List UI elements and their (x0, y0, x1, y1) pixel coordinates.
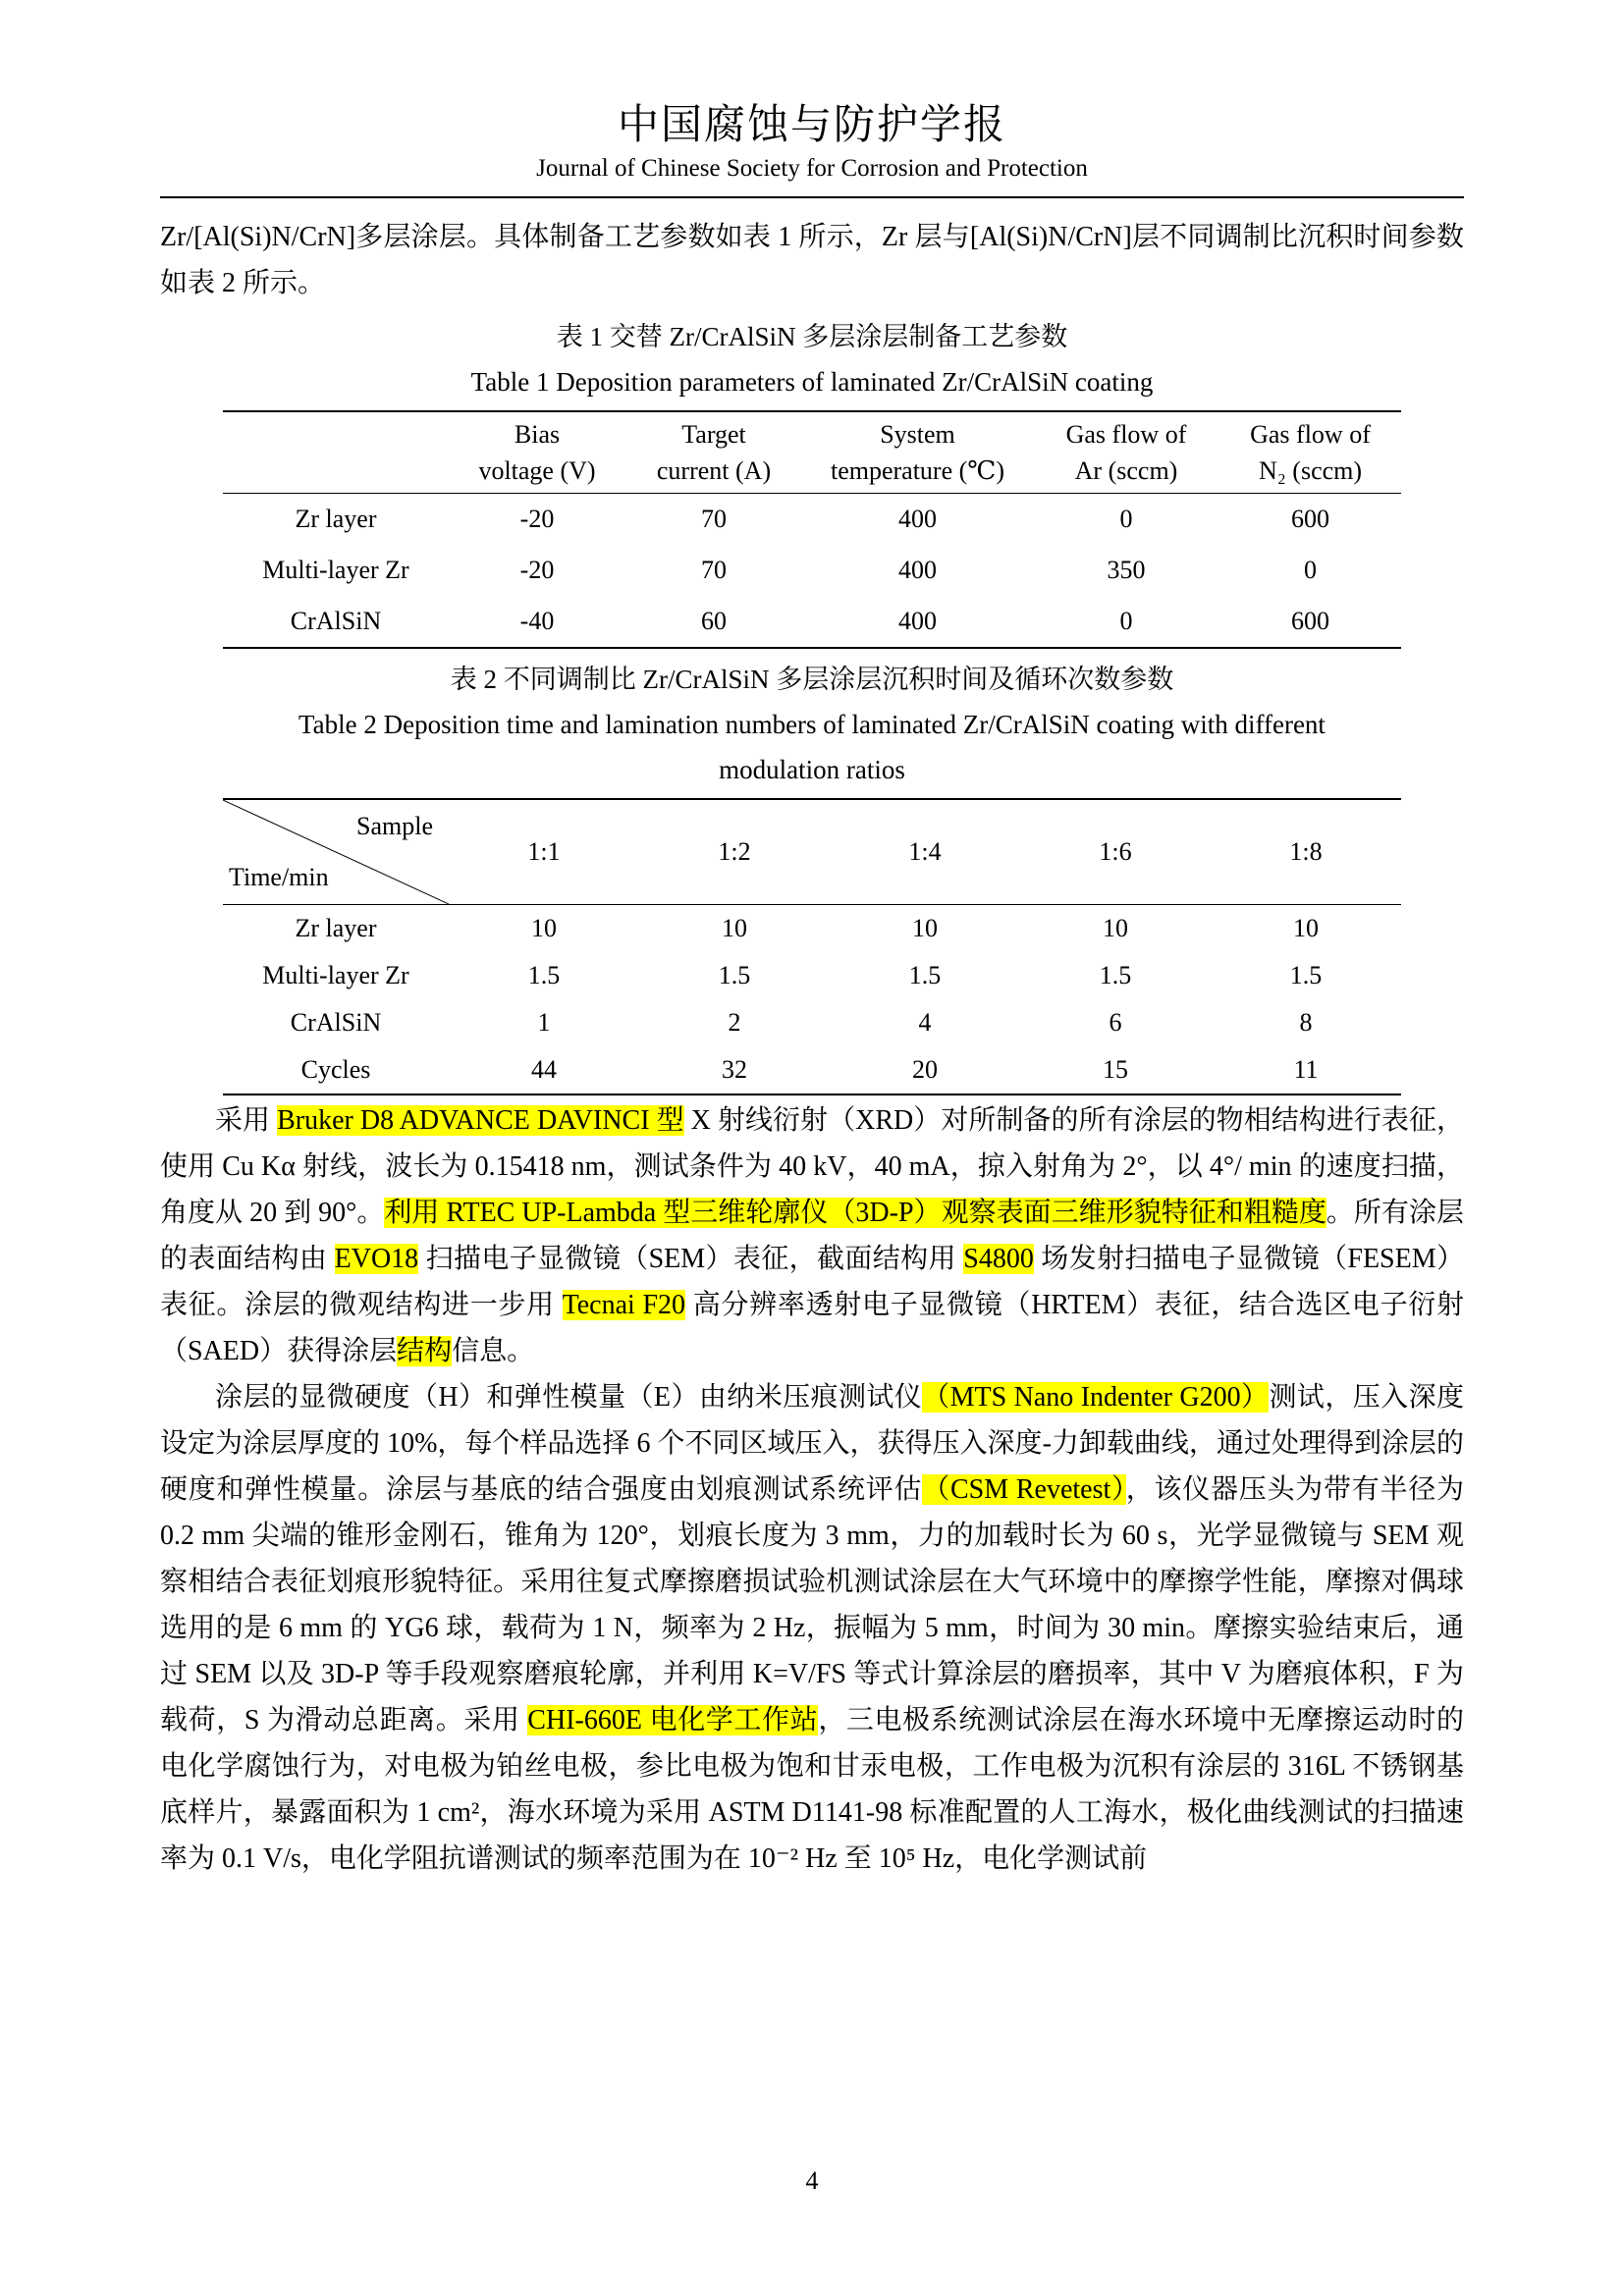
column-header-line2: temperature (℃) (830, 456, 1005, 485)
cell-value: 1.5 (1099, 961, 1132, 989)
header-divider (160, 196, 1464, 198)
cell-value: 0 (1119, 505, 1133, 533)
table1-column-header-nitrogen-flow (1219, 411, 1401, 494)
row-label: Multi-layer Zr (262, 961, 409, 989)
table-row (223, 596, 1401, 648)
cell-value: 1.5 (908, 961, 942, 989)
cell-value: 1.5 (527, 961, 561, 989)
table2-caption-chinese: 表 2 不同调制比 Zr/CrAlSiN 多层涂层沉积时间及循环次数参数 (450, 665, 1174, 694)
page-number: 4 (805, 2166, 819, 2195)
cell-value: 350 (1107, 556, 1146, 584)
column-header-line1: System (880, 420, 955, 449)
cell-value: 20 (912, 1055, 938, 1084)
table2-modulation-ratios (223, 798, 1401, 1095)
row-label: CrAlSiN (290, 1008, 382, 1037)
row-label: CrAlSiN (290, 607, 382, 635)
text-run: ，三电极系统测试涂层在海水环境中无摩擦运动时的电化学腐蚀行为，对电极为铂丝电极，参比电极为饱和甘汞电极，工作电极为沉积有涂层的 316L 不锈钢基底样片，暴露面积为 1 cm²，海水环境为采用 ASTM D1141-98 标准配置的人工海水，极化曲线测试的扫描速率为 0.1 V/s，电化学阻抗谱测试的频率范围为在 10⁻² Hz 至 10⁵ Hz，电化学测试前 (160, 1705, 1465, 1874)
cell-value: 2 (728, 1008, 741, 1037)
cell-value: 11 (1293, 1055, 1319, 1084)
table2-caption-english-line2: modulation ratios (719, 755, 905, 784)
column-header-line1: Target (681, 420, 746, 449)
cell-value: 0 (1119, 607, 1133, 635)
column-header-line2: Ar (sccm) (1074, 456, 1178, 485)
table2-caption-english-line1: Table 2 Deposition time and lamination numbers of laminated Zr/CrAlSiN coating with different (298, 710, 1326, 739)
table1-header-row (223, 411, 1401, 494)
diagonal-header-cell (223, 799, 449, 905)
ratio-header: 1:1 (527, 837, 561, 866)
highlighted-text: Bruker D8 ADVANCE DAVINCI 型 (277, 1105, 684, 1136)
column-header-line1: Gas flow of (1250, 420, 1371, 449)
text-run: 测试，压入深度设定为涂层厚度的 10%，每个样品选择 6 个不同区域压入，获得压入深度-力卸载曲线，通过处理得到涂层的硬度和弹性模量。涂层与基底的结合强度由划痕测试系统评估 (160, 1382, 1464, 1505)
journal-header (0, 0, 1624, 198)
text-run: 涂层的显微硬度（H）和弹性模量（E）由纳米压痕测试仪 (215, 1382, 923, 1413)
cell-value: 60 (701, 607, 727, 635)
cell-value: 4 (918, 1008, 932, 1037)
cell-value: -20 (519, 505, 555, 533)
table-row (223, 999, 1401, 1046)
cell-value: -40 (519, 607, 555, 635)
text-run: 。所有涂层的表面结构由 (160, 1198, 1464, 1274)
table2-header-row (223, 799, 1401, 905)
column-header-line2: voltage (V) (478, 456, 596, 485)
cell-value: 70 (701, 556, 727, 584)
diagonal-label-time: Time/min (229, 863, 329, 891)
table-row (223, 1046, 1401, 1095)
intro-paragraph: Zr/[Al(Si)N/CrN]多层涂层。具体制备工艺参数如表 1 所示，Zr 层与[Al(Si)N/CrN]层不同调制比沉积时间参数如表 2 所示。 (160, 222, 1464, 298)
column-header-line1: Gas flow of (1065, 420, 1187, 449)
row-label: Cycles (300, 1055, 371, 1084)
cell-value: 32 (722, 1055, 747, 1084)
highlighted-text: CHI-660E 电化学工作站 (527, 1705, 819, 1735)
cell-value: 400 (898, 556, 937, 584)
cell-value: 44 (531, 1055, 557, 1084)
row-label: Zr layer (295, 505, 377, 533)
column-header-line2: current (A) (656, 456, 772, 485)
cell-value: 15 (1103, 1055, 1128, 1084)
ratio-header: 1:8 (1289, 837, 1323, 866)
table1-caption-english: Table 1 Deposition parameters of laminated Zr/CrAlSiN coating (470, 367, 1154, 397)
highlighted-text: （MTS Nano Indenter G200） (922, 1382, 1270, 1413)
column-header-line1: Bias (514, 420, 561, 449)
row-label: Zr layer (295, 914, 377, 942)
cell-value: 10 (1103, 914, 1128, 942)
journal-title-chinese: 中国腐蚀与防护学报 (617, 103, 1006, 148)
cell-value: 600 (1291, 505, 1329, 533)
cell-value: 10 (722, 914, 747, 942)
page-content (160, 214, 1464, 1882)
text-run: 信息。 (452, 1336, 535, 1366)
column-header-line2: N₂ (sccm) (1258, 456, 1363, 485)
ratio-header: 1:4 (908, 837, 942, 866)
highlighted-text: S4800 (963, 1244, 1034, 1274)
highlighted-text: 利用 RTEC UP-Lambda 型三维轮廓仪（3D-P）观察表面三维形貌特征和粗糙度 (384, 1198, 1326, 1228)
characterization-paragraph (160, 1097, 1464, 1374)
cell-value: 10 (531, 914, 557, 942)
table-row (223, 494, 1401, 546)
text-run: X 射线衍射（XRD）对所制备的所有涂层的物相结构进行表征，使用 Cu Kα 射线，波长为 0.15418 nm，测试条件为 40 kV，40 mA，掠入射角为 2°，以 4°/ min 的速度扫描，角度从 20 到 90°。 (160, 1105, 1464, 1228)
table1-empty-stub-cell (223, 411, 449, 494)
table1-deposition-parameters (223, 410, 1401, 649)
ratio-header: 1:2 (718, 837, 751, 866)
text-run: ，该仪器压头为带有半径为 0.2 mm 尖端的锥形金刚石，锥角为 120°，划痕长度为 3 mm，力的加载时长为 60 s，光学显微镜与 SEM 观察相结合表征划痕形貌特征。采用往复式摩擦磨损试验机测试涂层在大气环境中的摩擦学性能，摩擦对偶球选用的是 6 mm 的 YG6 球，载荷为 1 N，频率为 2 Hz，振幅为 5 mm，时间为 30 min。摩擦实验结束后，通过 SEM 以及 3D-P 等手段观察磨痕轮廓，并利用 K=V/FS 等式计算涂层的磨损率，其中 V 为磨痕体积，F 为载荷，S 为滑动总距离。采用 (160, 1474, 1464, 1735)
text-run: 高分辨率透射电子显微镜（HRTEM）表征，结合选区电子衍射（SAED）获得涂层 (160, 1290, 1464, 1366)
table1-column-header-argon-flow (1033, 411, 1219, 494)
cell-value: 8 (1299, 1008, 1313, 1037)
highlighted-text: （CSM Revetest） (922, 1474, 1126, 1505)
cell-value: 1.5 (1289, 961, 1323, 989)
cell-value: 10 (912, 914, 938, 942)
cell-value: 400 (898, 607, 937, 635)
cell-value: 1.5 (718, 961, 751, 989)
diagonal-label-sample: Sample (356, 812, 433, 840)
table-row (223, 952, 1401, 999)
cell-value: 6 (1109, 1008, 1122, 1037)
testing-paragraph (160, 1374, 1464, 1882)
table1-caption-chinese: 表 1 交替 Zr/CrAlSiN 多层涂层制备工艺参数 (556, 322, 1068, 351)
cell-value: 400 (898, 505, 937, 533)
ratio-header: 1:6 (1099, 837, 1132, 866)
text-run: 扫描电子显微镜（SEM）表征，截面结构用 (418, 1244, 964, 1274)
text-run: 采用 (215, 1105, 278, 1136)
table1-column-header-bias (449, 411, 625, 494)
cell-value: 1 (537, 1008, 551, 1037)
cell-value: 10 (1293, 914, 1319, 942)
row-label: Multi-layer Zr (262, 556, 409, 584)
highlighted-text: Tecnai F20 (562, 1290, 686, 1320)
table-row (223, 905, 1401, 953)
cell-value: 0 (1304, 556, 1317, 584)
cell-value: -20 (519, 556, 555, 584)
cell-value: 70 (701, 505, 727, 533)
text-run: 场发射扫描电子显微镜（FESEM）表征。涂层的微观结构进一步用 (160, 1244, 1464, 1320)
journal-title-english: Journal of Chinese Society for Corrosion and Protection (536, 155, 1088, 182)
cell-value: 600 (1291, 607, 1329, 635)
highlighted-text: 结构 (397, 1336, 453, 1366)
table-row (223, 545, 1401, 596)
highlighted-text: EVO18 (334, 1244, 419, 1274)
table1-column-header-current (625, 411, 802, 494)
table1-column-header-temperature (802, 411, 1033, 494)
